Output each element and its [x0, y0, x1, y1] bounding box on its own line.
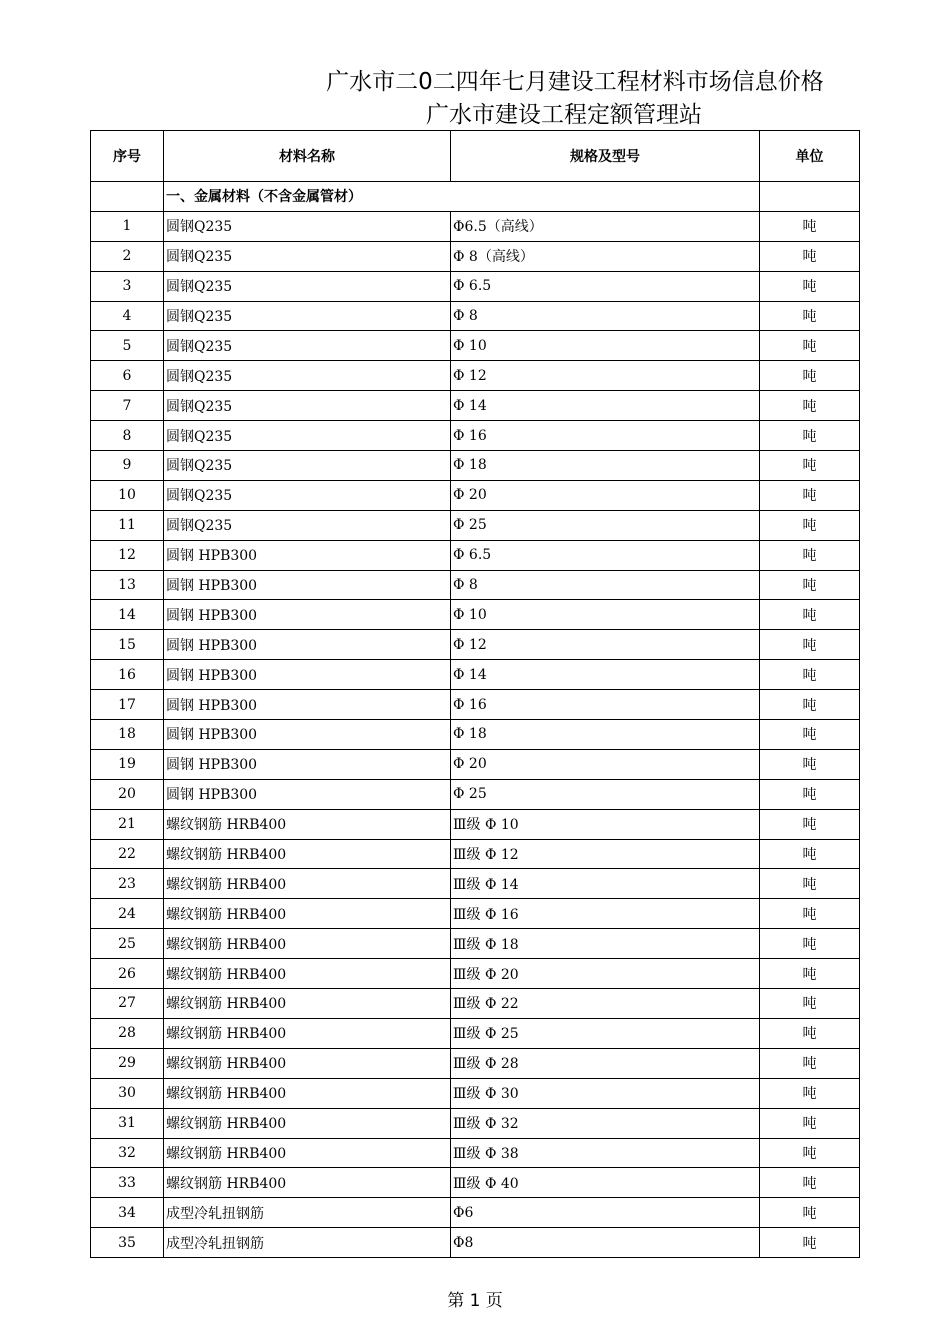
table-row: [91, 869, 860, 899]
row-unit: 吨: [760, 1138, 860, 1168]
row-index: 19: [91, 749, 164, 779]
row-unit: 吨: [760, 331, 860, 361]
header-unit: 单位: [760, 131, 860, 182]
row-spec: Φ 12: [451, 630, 760, 660]
table-row: [91, 1228, 860, 1258]
row-index: 1: [91, 211, 164, 241]
row-spec: Φ 25: [451, 510, 760, 540]
row-unit: 吨: [760, 361, 860, 391]
page-subtitle: 广水市建设工程定额管理站: [426, 102, 702, 128]
row-unit: 吨: [760, 540, 860, 570]
row-spec: Φ6: [451, 1198, 760, 1228]
table-row: [91, 510, 860, 540]
row-material-name: 圆钢Q235: [164, 271, 451, 301]
row-index: 8: [91, 421, 164, 451]
row-index: 24: [91, 899, 164, 929]
row-index: 6: [91, 361, 164, 391]
table-row: [91, 421, 860, 451]
table-row: [91, 540, 860, 570]
row-material-name: 成型冷轧扭钢筋: [164, 1198, 451, 1228]
table-row: [91, 600, 860, 630]
table-row: [91, 630, 860, 660]
row-spec: Φ 8: [451, 570, 760, 600]
table-row: [91, 1198, 860, 1228]
header-index: 序号: [91, 131, 164, 182]
table-row: [91, 660, 860, 690]
row-material-name: 螺纹钢筋 HRB400: [164, 839, 451, 869]
row-spec: Ⅲ级 Φ 40: [451, 1168, 760, 1198]
table-row: [91, 361, 860, 391]
row-unit: 吨: [760, 271, 860, 301]
row-unit: 吨: [760, 391, 860, 421]
row-index: 14: [91, 600, 164, 630]
row-unit: 吨: [760, 1198, 860, 1228]
row-index: 29: [91, 1048, 164, 1078]
row-material-name: 圆钢 HPB300: [164, 660, 451, 690]
row-material-name: 螺纹钢筋 HRB400: [164, 1048, 451, 1078]
table-row: [91, 899, 860, 929]
row-unit: 吨: [760, 839, 860, 869]
row-spec: Φ 18: [451, 451, 760, 481]
row-material-name: 圆钢 HPB300: [164, 570, 451, 600]
table-row: [91, 211, 860, 241]
row-spec: Ⅲ级 Φ 25: [451, 1018, 760, 1048]
table-row: [91, 959, 860, 989]
row-unit: 吨: [760, 301, 860, 331]
header-name: 材料名称: [164, 131, 451, 182]
section-title: 一、金属材料（不含金属管材）: [164, 182, 760, 212]
row-index: 18: [91, 720, 164, 750]
row-material-name: 圆钢Q235: [164, 361, 451, 391]
row-index: 15: [91, 630, 164, 660]
row-material-name: 圆钢Q235: [164, 211, 451, 241]
row-material-name: 圆钢 HPB300: [164, 630, 451, 660]
row-index: 4: [91, 301, 164, 331]
table-row: [91, 1108, 860, 1138]
row-spec: Ⅲ级 Φ 12: [451, 839, 760, 869]
row-index: 34: [91, 1198, 164, 1228]
row-index: 16: [91, 660, 164, 690]
row-spec: Φ 20: [451, 749, 760, 779]
row-spec: Φ 10: [451, 600, 760, 630]
row-spec: Φ 12: [451, 361, 760, 391]
table-row: [91, 331, 860, 361]
table-row: [91, 1168, 860, 1198]
row-unit: 吨: [760, 809, 860, 839]
row-material-name: 圆钢 HPB300: [164, 600, 451, 630]
table-row: [91, 391, 860, 421]
row-unit: 吨: [760, 600, 860, 630]
row-unit: 吨: [760, 899, 860, 929]
row-material-name: 圆钢Q235: [164, 421, 451, 451]
row-material-name: 圆钢Q235: [164, 301, 451, 331]
row-material-name: 螺纹钢筋 HRB400: [164, 899, 451, 929]
row-unit: 吨: [760, 630, 860, 660]
table-row: [91, 451, 860, 481]
row-spec: Φ 8: [451, 301, 760, 331]
row-index: 17: [91, 690, 164, 720]
row-unit: 吨: [760, 989, 860, 1019]
row-unit: 吨: [760, 1048, 860, 1078]
row-material-name: 螺纹钢筋 HRB400: [164, 1078, 451, 1108]
row-unit: 吨: [760, 570, 860, 600]
row-unit: 吨: [760, 720, 860, 750]
table-row: [91, 839, 860, 869]
table-row: [91, 1018, 860, 1048]
table-row: [91, 779, 860, 809]
row-spec: Φ 16: [451, 690, 760, 720]
page-number: 第 1 页: [447, 1291, 503, 1311]
row-material-name: 圆钢Q235: [164, 391, 451, 421]
row-unit: 吨: [760, 1108, 860, 1138]
row-index: 23: [91, 869, 164, 899]
table-row: [91, 720, 860, 750]
table-row: [91, 989, 860, 1019]
row-unit: 吨: [760, 929, 860, 959]
row-spec: Φ 16: [451, 421, 760, 451]
row-index: 13: [91, 570, 164, 600]
row-unit: 吨: [760, 660, 860, 690]
row-index: 30: [91, 1078, 164, 1108]
table-row: [91, 1138, 860, 1168]
row-spec: Φ 14: [451, 660, 760, 690]
row-unit: 吨: [760, 211, 860, 241]
row-spec: Ⅲ级 Φ 28: [451, 1048, 760, 1078]
row-index: 35: [91, 1228, 164, 1258]
header-spec: 规格及型号: [451, 131, 760, 182]
row-index: 27: [91, 989, 164, 1019]
row-index: 3: [91, 271, 164, 301]
section-row: [91, 182, 860, 212]
row-unit: 吨: [760, 749, 860, 779]
row-index: 9: [91, 451, 164, 481]
table-row: [91, 570, 860, 600]
table-row: [91, 929, 860, 959]
row-spec: Φ 6.5: [451, 540, 760, 570]
row-spec: Φ 20: [451, 480, 760, 510]
table-row: [91, 1078, 860, 1108]
row-spec: Φ 14: [451, 391, 760, 421]
row-material-name: 圆钢Q235: [164, 480, 451, 510]
table-row: [91, 480, 860, 510]
row-unit: 吨: [760, 510, 860, 540]
row-index: 11: [91, 510, 164, 540]
row-index: 32: [91, 1138, 164, 1168]
page-title: 广水市二0二四年七月建设工程材料市场信息价格: [326, 69, 824, 95]
row-material-name: 螺纹钢筋 HRB400: [164, 989, 451, 1019]
row-index: 25: [91, 929, 164, 959]
row-material-name: 圆钢Q235: [164, 241, 451, 271]
row-material-name: 圆钢 HPB300: [164, 690, 451, 720]
row-material-name: 圆钢Q235: [164, 451, 451, 481]
row-index: 28: [91, 1018, 164, 1048]
row-spec: Φ 10: [451, 331, 760, 361]
row-index: 12: [91, 540, 164, 570]
row-spec: Ⅲ级 Φ 14: [451, 869, 760, 899]
row-material-name: 螺纹钢筋 HRB400: [164, 929, 451, 959]
row-index: 33: [91, 1168, 164, 1198]
table-row: [91, 301, 860, 331]
row-index: 26: [91, 959, 164, 989]
row-material-name: 螺纹钢筋 HRB400: [164, 809, 451, 839]
table-row: [91, 749, 860, 779]
section-unit: [760, 182, 860, 212]
row-unit: 吨: [760, 690, 860, 720]
row-unit: 吨: [760, 451, 860, 481]
row-index: 5: [91, 331, 164, 361]
table-row: [91, 271, 860, 301]
row-unit: 吨: [760, 241, 860, 271]
row-material-name: 圆钢Q235: [164, 510, 451, 540]
row-spec: Ⅲ级 Φ 38: [451, 1138, 760, 1168]
price-table: [90, 130, 860, 1258]
table-row: [91, 809, 860, 839]
row-unit: 吨: [760, 959, 860, 989]
table-row: [91, 690, 860, 720]
row-unit: 吨: [760, 1228, 860, 1258]
row-spec: Ⅲ级 Φ 32: [451, 1108, 760, 1138]
row-unit: 吨: [760, 421, 860, 451]
section-index: [91, 182, 164, 212]
row-material-name: 螺纹钢筋 HRB400: [164, 1018, 451, 1048]
row-index: 2: [91, 241, 164, 271]
row-unit: 吨: [760, 1078, 860, 1108]
row-material-name: 螺纹钢筋 HRB400: [164, 959, 451, 989]
row-spec: Ⅲ级 Φ 30: [451, 1078, 760, 1108]
row-index: 21: [91, 809, 164, 839]
table-row: [91, 241, 860, 271]
table-header-row: [91, 131, 860, 182]
row-material-name: 圆钢Q235: [164, 331, 451, 361]
row-spec: Φ6.5（高线）: [451, 211, 760, 241]
row-spec: Ⅲ级 Φ 16: [451, 899, 760, 929]
row-unit: 吨: [760, 480, 860, 510]
row-spec: Ⅲ级 Φ 18: [451, 929, 760, 959]
row-index: 7: [91, 391, 164, 421]
row-unit: 吨: [760, 1018, 860, 1048]
row-spec: Φ 6.5: [451, 271, 760, 301]
row-spec: Φ 25: [451, 779, 760, 809]
row-spec: Ⅲ级 Φ 10: [451, 809, 760, 839]
row-material-name: 圆钢 HPB300: [164, 720, 451, 750]
row-unit: 吨: [760, 869, 860, 899]
row-index: 22: [91, 839, 164, 869]
row-unit: 吨: [760, 779, 860, 809]
row-index: 10: [91, 480, 164, 510]
row-material-name: 螺纹钢筋 HRB400: [164, 1138, 451, 1168]
row-material-name: 圆钢 HPB300: [164, 749, 451, 779]
row-material-name: 成型冷轧扭钢筋: [164, 1228, 451, 1258]
row-spec: Φ 18: [451, 720, 760, 750]
row-spec: Ⅲ级 Φ 20: [451, 959, 760, 989]
row-unit: 吨: [760, 1168, 860, 1198]
row-spec: Φ 8（高线）: [451, 241, 760, 271]
row-material-name: 螺纹钢筋 HRB400: [164, 1168, 451, 1198]
row-spec: Ⅲ级 Φ 22: [451, 989, 760, 1019]
row-material-name: 圆钢 HPB300: [164, 779, 451, 809]
row-material-name: 圆钢 HPB300: [164, 540, 451, 570]
table-row: [91, 1048, 860, 1078]
row-material-name: 螺纹钢筋 HRB400: [164, 1108, 451, 1138]
row-material-name: 螺纹钢筋 HRB400: [164, 869, 451, 899]
row-index: 31: [91, 1108, 164, 1138]
row-spec: Φ8: [451, 1228, 760, 1258]
row-index: 20: [91, 779, 164, 809]
